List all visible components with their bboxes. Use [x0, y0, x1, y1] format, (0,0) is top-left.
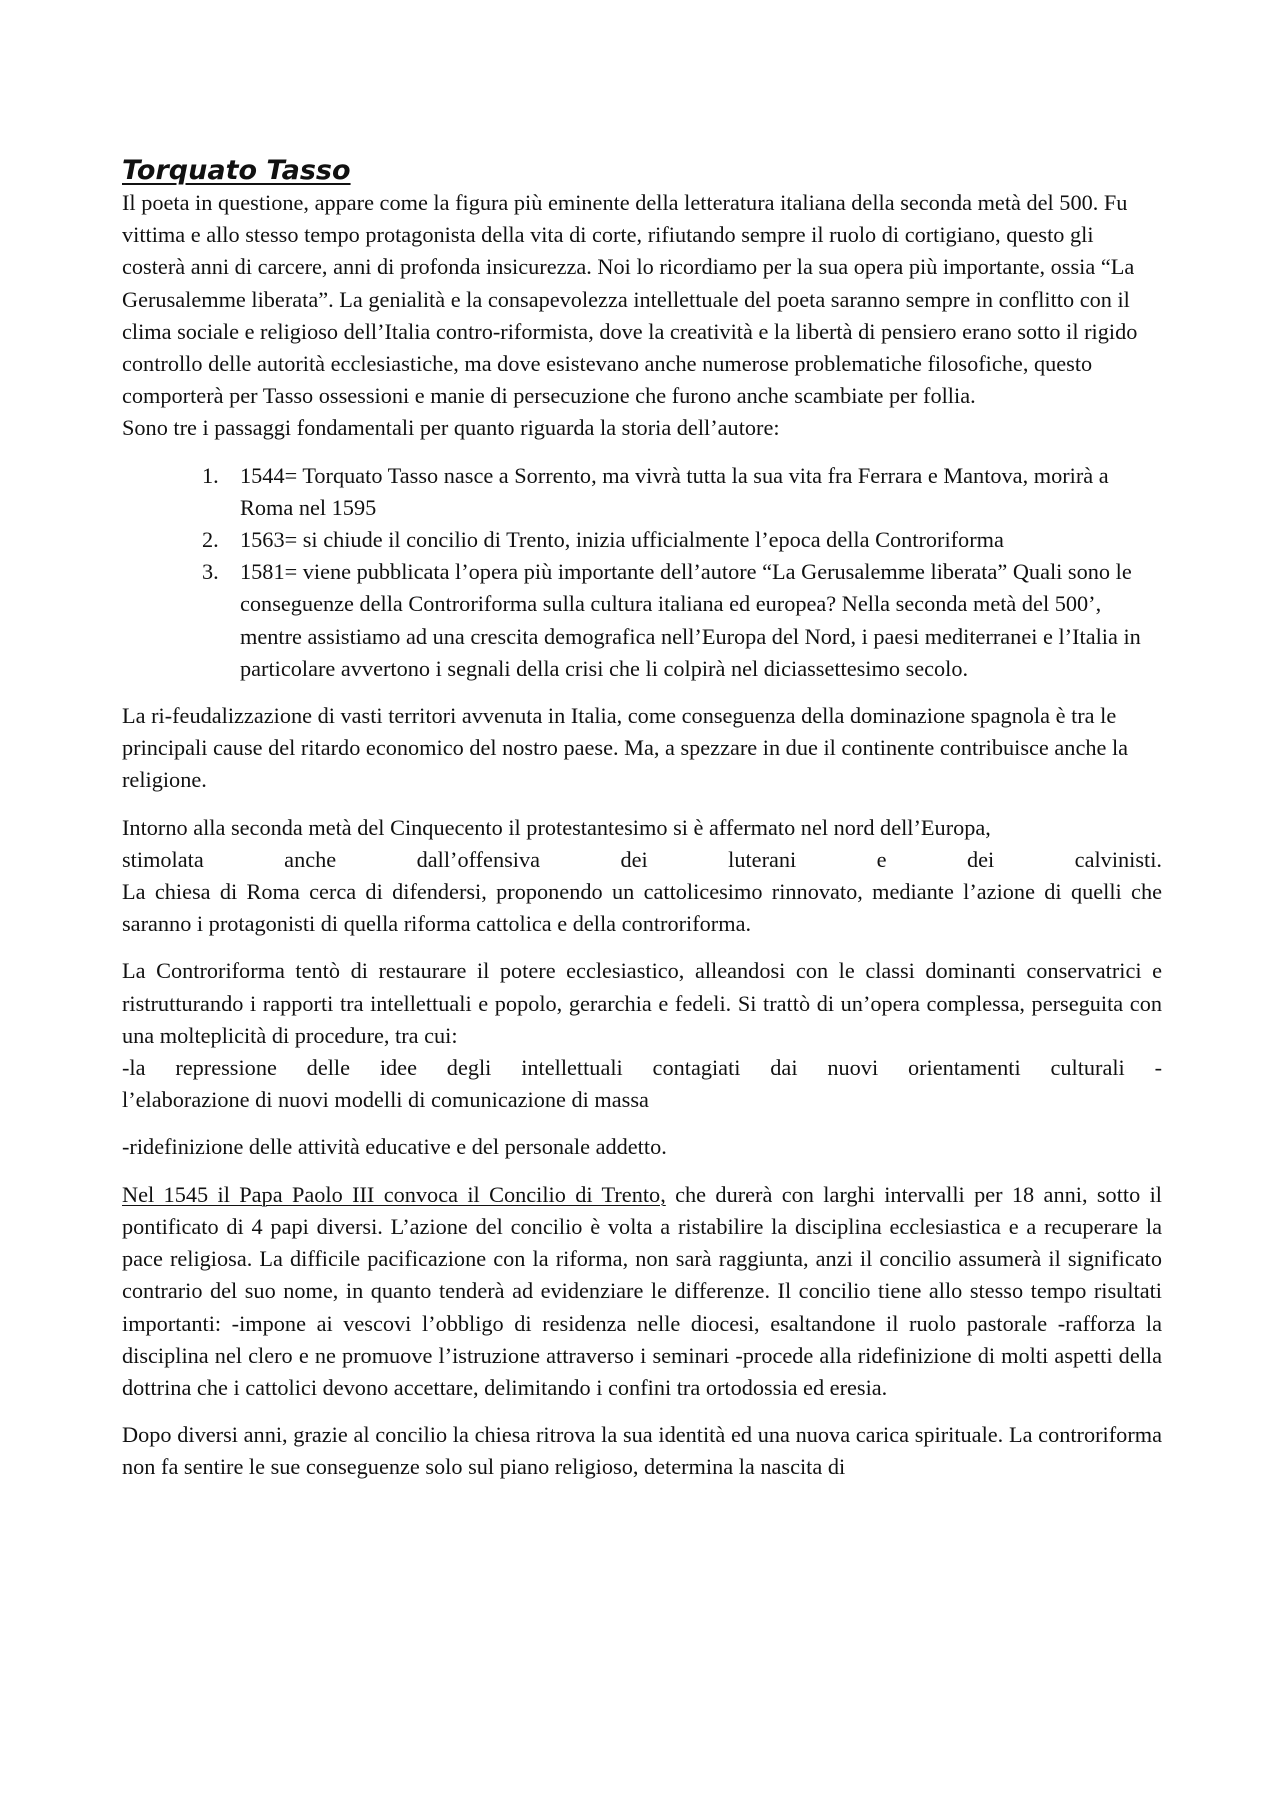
list-item-number: 1.: [202, 462, 219, 488]
document-page: [122, 155, 1162, 1499]
protestantism-line-1: Intorno alla seconda metà del Cinquecento il protestantesimo si è affermato nel nord dell’Europa,: [122, 814, 991, 840]
list-item: [122, 556, 1162, 685]
protestantism-line-3: La chiesa di Roma cerca di difendersi, proponendo un cattolicesimo rinnovato, mediante l’azione di quelli che saranno i protagonisti di quella riforma cattolica e della controriforma.: [122, 879, 1162, 937]
feudalization-paragraph: La ri-feudalizzazione di vasti territori avvenuta in Italia, come conseguenza della dominazione spagnola è tra le principali cause del ritardo economico del nostro paese. Ma, a spezzare in due il continente contribuisce anche la religione.: [122, 703, 1129, 793]
intro-paragraph: [122, 187, 1162, 445]
list-item-text: 1544= Torquato Tasso nasce a Sorrento, ma vivrà tutta la sua vita fra Ferrara e Mantova, morirà a Roma nel 1595: [240, 462, 1109, 520]
list-item-number: 2.: [202, 527, 219, 553]
counter-reformation-paragraph: [122, 955, 1162, 1116]
list-item: [122, 460, 1162, 524]
document-title: Torquato Tasso: [122, 155, 351, 186]
after-council-paragraph: Dopo diversi anni, grazie al concilio la chiesa ritrova la sua identità ed una nuova carica spirituale. La controriforma non fa sentire le sue conseguenze solo sul piano religioso, determina la nascita di: [122, 1422, 1162, 1480]
counter-reformation-point-2: l’elaborazione di nuovi modelli di comunicazione di massa: [122, 1087, 649, 1113]
council-underlined-phrase: Nel 1545 il Papa Paolo III convoca il Concilio di Trento,: [122, 1181, 666, 1207]
timeline-list: [122, 460, 1162, 685]
list-item-text: 1563= si chiude il concilio di Trento, inizia ufficialmente l’epoca della Controriforma: [240, 527, 1004, 553]
council-paragraph: [122, 1179, 1162, 1404]
list-item: [122, 524, 1162, 556]
intro-text: Il poeta in questione, appare come la figura più eminente della letteratura italiana della seconda metà del 500. Fu vittima e allo stesso tempo protagonista della vita di corte, rifiutando sempre il ruolo di cortigiano, questo gli costerà anni di carcere, anni di profonda insicurezza. Noi lo ricordiamo per la sua opera più importante, ossia “La Gerusalemme liberata”. La genialità e la consapevolezza intellettuale del poeta saranno sempre in conflitto con il clima sociale e religioso dell’Italia contro-riformista, dove la creatività e la libertà di pensiero erano sotto il rigido controllo delle autorità ecclesiastiche, ma dove esistevano anche numerose problematiche filosofiche, questo comporterà per Tasso ossessioni e manie di persecuzione che furono anche scambiate per follia.: [122, 190, 1138, 409]
counter-reformation-text: La Controriforma tentò di restaurare il potere ecclesiastico, alleandosi con le classi dominanti conservatrici e ristrutturando i rapporti tra intellettuali e popolo, gerarchia e fedeli. Si trattò di un’opera complessa, perseguita con una molteplicità di procedure, tra cui:: [122, 958, 1162, 1048]
list-item-text: 1581= viene pubblicata l’opera più importante dell’autore “La Gerusalemme liberata” Quali sono le conseguenze della Controriforma sulla cultura italiana ed europea? Nella seconda metà del 500’, mentre assistiamo ad una crescita demografica nell’Europa del Nord, i paesi mediterranei e l’Italia in particolare avvertono i segnali della crisi che li colpirà nel diciassettesimo secolo.: [240, 559, 1141, 681]
protestantism-paragraph: [122, 812, 1162, 941]
counter-reformation-point-1: -la repressione delle idee degli intellettuali contagiati dai nuovi orientamenti culturali -: [122, 1055, 1162, 1081]
protestantism-line-2: stimolata anche dall’offensiva dei luterani e dei calvinisti.: [122, 846, 1162, 872]
council-text: che durerà con larghi intervalli per 18 anni, sotto il pontificato di 4 papi diversi. L’azione del concilio è volta a ristabilire la disciplina ecclesiastica e a recuperare la pace religiosa. La difficile pacificazione con la riforma, non sarà raggiunta, anzi il concilio assumerà il significato contrario del suo nome, in quanto tenderà ad evidenziare le differenze. Il concilio tiene allo stesso tempo risultati importanti: -impone ai vescovi l’obbligo di residenza nelle diocesi, esaltandone il ruolo pastorale -rafforza la disciplina nel clero e ne promuove l’istruzione attraverso i seminari -procede alla ridefinizione di molti aspetti della dottrina che i cattolici devono accettare, delimitando i confini tra ortodossia ed eresia.: [122, 1181, 1162, 1400]
redefinition-paragraph: -ridefinizione delle attività educative e del personale addetto.: [122, 1134, 667, 1160]
list-item-number: 3.: [202, 559, 219, 585]
intro-last-line: Sono tre i passaggi fondamentali per quanto riguarda la storia dell’autore:: [122, 415, 780, 441]
